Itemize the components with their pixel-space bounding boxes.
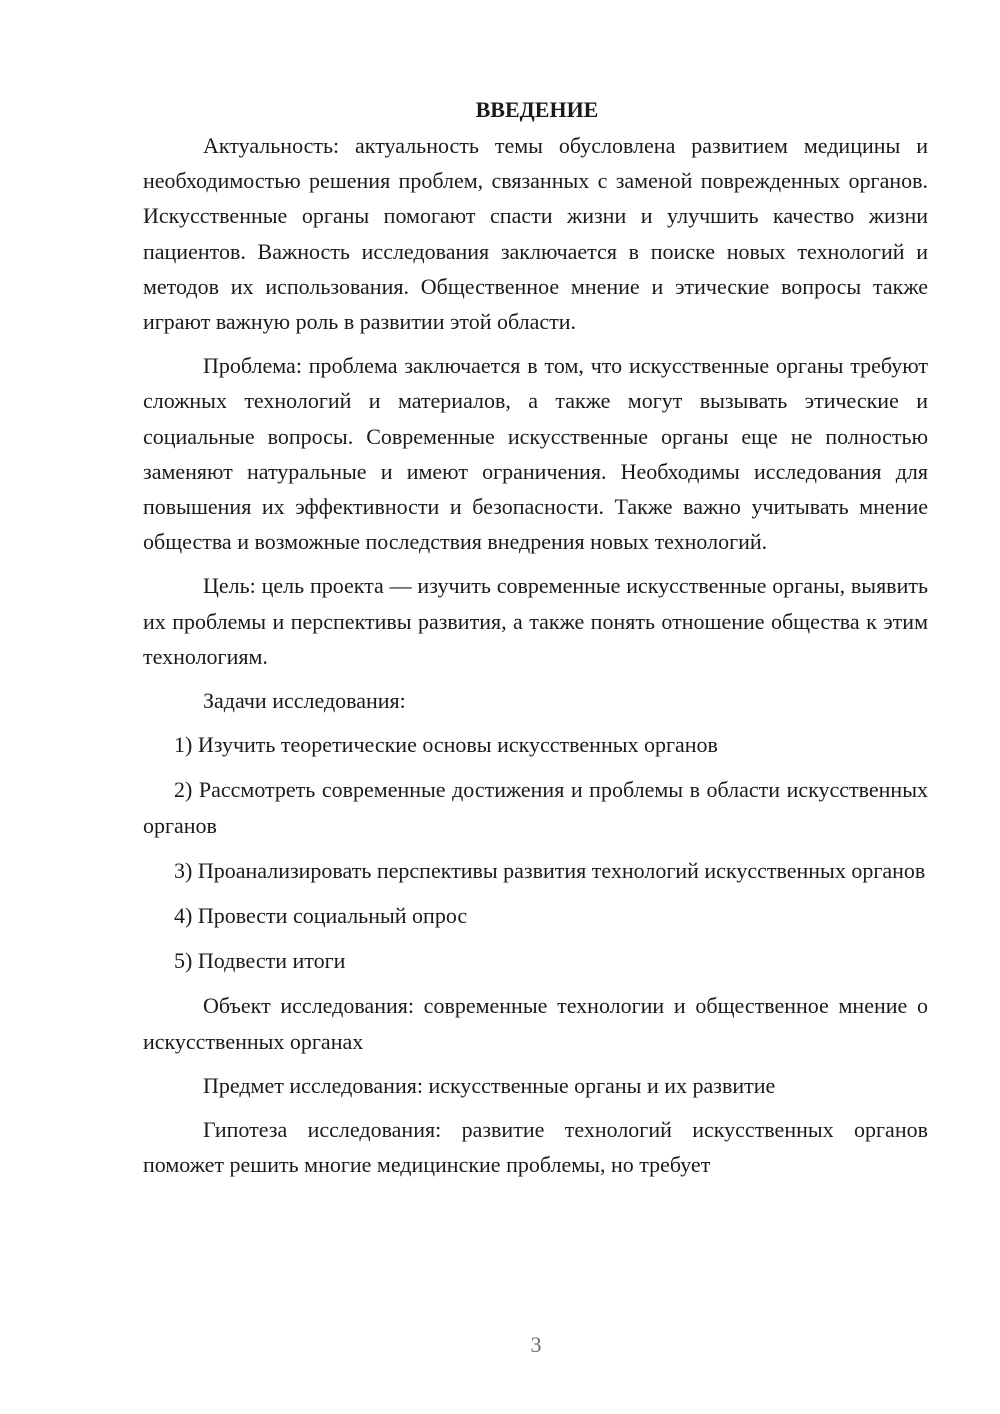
- paragraph-tasks-heading: Задачи исследования:: [203, 688, 406, 714]
- paragraph-goal: Цель: цель проекта — изучить современные искусственные органы, выявить их проблемы и перспективы развития, а также понять отношение общества к этим технологиям.: [143, 573, 928, 669]
- paragraph-object: Объект исследования: современные технологии и общественное мнение о искусственных органах: [143, 993, 928, 1054]
- paragraph-relevance: Актуальность: актуальность темы обусловлена развитием медицины и необходимостью решения проблем, связанных с заменой поврежденных органов. Искусственные органы помогают спасти жизни и улучшить качество жизни пациентов. Важность исследования заключается в поиске новых технологий и методов их использования. Общественное мнение и этические вопросы также играют важную роль в развитии этой области.: [143, 133, 928, 335]
- page-title: ВВЕДЕНИЕ: [475, 97, 599, 122]
- task-item-3: 3) Проанализировать перспективы развития технологий искусственных органов: [174, 857, 926, 883]
- paragraph-problem: Проблема: проблема заключается в том, что искусственные органы требуют сложных технологий и материалов, а также могут вызывать этические и социальные вопросы. Современные искусственные органы еще не полностью заменяют натуральные и имеют ограничения. Необходимы исследования для повышения их эффективности и безопасности. Также важно учитывать мнение общества и возможные последствия внедрения новых технологий.: [143, 353, 928, 555]
- paragraph-hypothesis: Гипотеза исследования: развитие технологий искусственных органов поможет решить многие медицинские проблемы, но требует: [143, 1117, 928, 1178]
- task-item-5: 5) Подвести итоги: [174, 948, 346, 974]
- task-item-1: 1) Изучить теоретические основы искусственных органов: [174, 732, 718, 758]
- paragraph-subject: Предмет исследования: искусственные органы и их развитие: [203, 1072, 776, 1098]
- task-item-2: 2) Рассмотреть современные достижения и проблемы в области искусственных органов: [143, 777, 928, 838]
- task-item-4: 4) Провести социальный опрос: [174, 903, 468, 929]
- document-page: [143, 92, 928, 1182]
- page-number: 3: [530, 1332, 542, 1357]
